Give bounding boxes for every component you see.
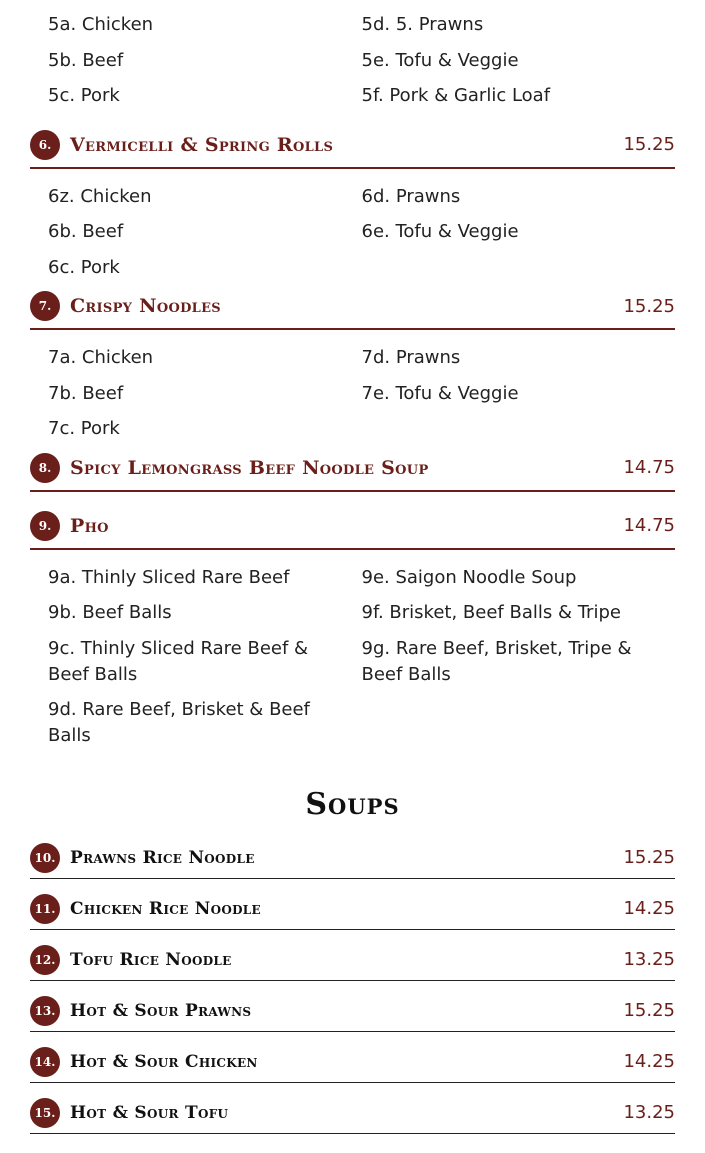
section-header-6 [30,123,675,169]
section-header-9 [30,504,675,550]
item-title: Hot & Sour Tofu [70,1102,229,1123]
section-title: Pho [70,514,109,537]
section-header-7 [30,284,675,330]
section-number-badge: 6. [30,130,60,160]
menu-item: 7a. Chicken [48,347,154,368]
section-6-items [30,184,675,291]
menu-item: 9a. Thinly Sliced Rare Beef [48,566,290,588]
soup-row [30,1093,675,1134]
menu-item: 9c. Thinly Sliced Rare Beef & Beef Balls [48,637,309,685]
item-number-badge: 13. [30,996,60,1026]
section-7-items [30,345,675,452]
group-5-items [30,12,675,119]
item-title: Tofu Rice Noodle [70,949,232,970]
section-title: Spicy Lemongrass Beef Noodle Soup [70,456,429,479]
section-header-8 [30,446,675,492]
menu-item: 9f. Brisket, Beef Balls & Tripe [361,602,621,623]
menu-item: 7c. Pork [48,418,120,439]
soups-heading: Soups [305,786,400,822]
menu-item: 9e. Saigon Noodle Soup [361,566,577,588]
section-price: 14.75 [623,515,675,536]
item-price: 15.25 [623,847,675,868]
menu-item: 6b. Beef [48,221,124,242]
section-title: Crispy Noodles [70,295,221,317]
item-price: 13.25 [623,1102,675,1123]
section-number-badge: 8. [30,453,60,483]
soup-row [30,1042,675,1083]
item-title: Hot & Sour Prawns [70,1000,252,1021]
menu-item: 6d. Prawns [361,185,461,207]
menu-item: 5f. Pork & Garlic Loaf [361,85,551,106]
menu-item: 7d. Prawns [361,347,461,368]
section-price: 15.25 [623,134,675,155]
item-title: Hot & Sour Chicken [70,1051,258,1072]
menu-item: 5c. Pork [48,85,120,106]
menu-page [30,0,675,1134]
menu-item: 5e. Tofu & Veggie [361,49,519,71]
item-price: 14.25 [623,898,675,919]
section-price: 14.75 [623,457,675,478]
soup-row [30,991,675,1032]
item-title: Prawns Rice Noodle [70,847,255,868]
section-number-badge: 9. [30,511,60,541]
soup-row [30,940,675,981]
menu-item: 7b. Beef [48,382,124,404]
menu-item: 5b. Beef [48,49,124,71]
item-number-badge: 14. [30,1047,60,1077]
soup-row [30,838,675,879]
menu-item: 6z. Chicken [48,185,152,207]
soups-list [30,838,675,1134]
item-number-badge: 10. [30,843,60,873]
item-price: 15.25 [623,1000,675,1021]
item-price: 13.25 [623,949,675,970]
item-number-badge: 12. [30,945,60,975]
menu-item: 7e. Tofu & Veggie [361,382,519,404]
item-title: Chicken Rice Noodle [70,898,261,919]
menu-item: 6c. Pork [48,256,120,278]
menu-item: 9g. Rare Beef, Brisket, Tripe & Beef Balls [361,637,632,685]
menu-item: 5d. 5. Prawns [361,14,484,35]
section-9-items [30,565,675,759]
menu-item: 9b. Beef Balls [48,602,172,623]
item-number-badge: 15. [30,1098,60,1128]
item-number-badge: 11. [30,894,60,924]
menu-item: 9d. Rare Beef, Brisket & Beef Balls [48,699,310,746]
section-number-badge: 7. [30,291,60,321]
menu-item: 6e. Tofu & Veggie [361,221,519,242]
section-title: Vermicelli & Spring Rolls [70,133,334,156]
section-price: 15.25 [623,295,675,317]
menu-item: 5a. Chicken [48,14,154,35]
soup-row [30,889,675,930]
item-price: 14.25 [623,1051,675,1072]
